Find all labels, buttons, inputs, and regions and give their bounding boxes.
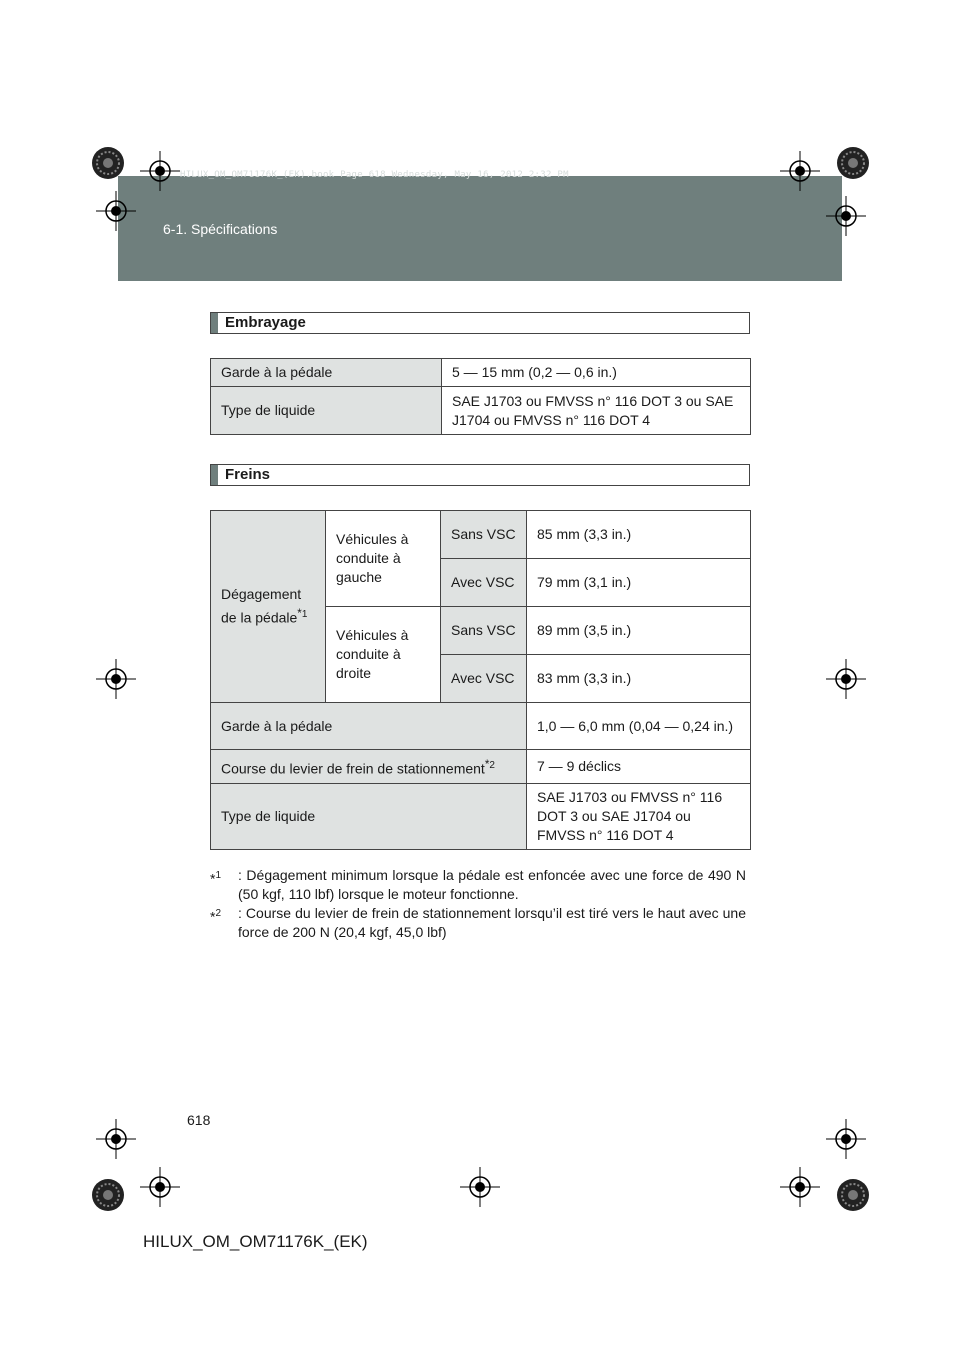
print-stamp: HILUX_OM_OM71176K_(EK).book Page 618 Wednesday, May 16, 2012 2:32 PM [180, 170, 569, 180]
section-heading-embrayage [210, 312, 750, 334]
spec-value: 7 — 9 déclics [527, 750, 751, 784]
spec-value: 79 mm (3,1 in.) [527, 559, 751, 607]
degagement-label: Dégagement de la pédale$^{*1}$ [211, 511, 326, 703]
registration-mark-icon [140, 151, 180, 191]
spec-label: Type de liquide [211, 784, 527, 850]
star-target-icon [836, 1178, 870, 1212]
spec-value: SAE J1703 ou FMVSS n° 116 DOT 3 ou SAE J1704 ou FMVSS n° 116 DOT 4 [442, 387, 751, 435]
section-heading-bar [211, 313, 218, 333]
freins-table [210, 510, 751, 850]
spec-label: Garde à la pédale [211, 703, 527, 750]
table-row [211, 784, 751, 850]
vsc-label: Sans VSC [441, 511, 527, 559]
section-heading-freins [210, 464, 750, 486]
registration-mark-icon [826, 659, 866, 699]
drive-side-right: Véhicules à conduite à droite [326, 607, 441, 703]
spec-value: 89 mm (3,5 in.) [527, 607, 751, 655]
registration-mark-icon [140, 1167, 180, 1207]
spec-label: Course du levier de frein de stationnement$^{*2}$ [211, 750, 527, 784]
registration-mark-icon [780, 151, 820, 191]
spec-value: 83 mm (3,3 in.) [527, 655, 751, 703]
drive-side-left: Véhicules à conduite à gauche [326, 511, 441, 607]
table-row [211, 359, 751, 387]
registration-mark-icon [826, 1119, 866, 1159]
registration-mark-icon [96, 191, 136, 231]
registration-mark-icon [780, 1167, 820, 1207]
vsc-label: Avec VSC [441, 559, 527, 607]
table-row [211, 387, 751, 435]
footnote: *$^1$ : Dégagement minimum lorsque la pédale est enfoncée avec une force de 490 N (50 kgf, 110 lbf) lorsque le moteur fonctionne. [210, 867, 746, 902]
spec-value: SAE J1703 ou FMVSS n° 116 DOT 3 ou SAE J1704 ou FMVSS n° 116 DOT 4 [527, 784, 751, 850]
star-target-icon [91, 146, 125, 180]
section-title: Embrayage [225, 314, 306, 331]
vsc-label: Sans VSC [441, 607, 527, 655]
page-number: 618 [187, 1112, 211, 1128]
spec-value: 5 — 15 mm (0,2 — 0,6 in.) [442, 359, 751, 387]
registration-mark-icon [96, 1119, 136, 1159]
vsc-label: Avec VSC [441, 655, 527, 703]
table-row [211, 511, 751, 559]
star-target-icon [836, 146, 870, 180]
embrayage-table [210, 358, 751, 435]
section-heading-bar [211, 465, 218, 485]
spec-label: Type de liquide [211, 387, 442, 435]
table-row [211, 703, 751, 750]
spec-value: 1,0 — 6,0 mm (0,04 — 0,24 in.) [527, 703, 751, 750]
table-row [211, 750, 751, 784]
book-code: HILUX_OM_OM71176K_(EK) [143, 1232, 368, 1251]
footnote: *$^2$ : Course du levier de frein de stationnement lorsqu’il est tiré vers le haut avec une force de 200 N (20,4 kgf, 45,0 lbf) [210, 905, 746, 940]
star-target-icon [91, 1178, 125, 1212]
registration-mark-icon [96, 659, 136, 699]
footnotes [210, 866, 746, 942]
spec-label: Garde à la pédale [211, 359, 442, 387]
spec-value: 85 mm (3,3 in.) [527, 511, 751, 559]
registration-mark-icon [826, 196, 866, 236]
chapter-label: 6-1. Spécifications [163, 221, 278, 237]
registration-mark-icon [460, 1167, 500, 1207]
section-title: Freins [225, 466, 271, 483]
